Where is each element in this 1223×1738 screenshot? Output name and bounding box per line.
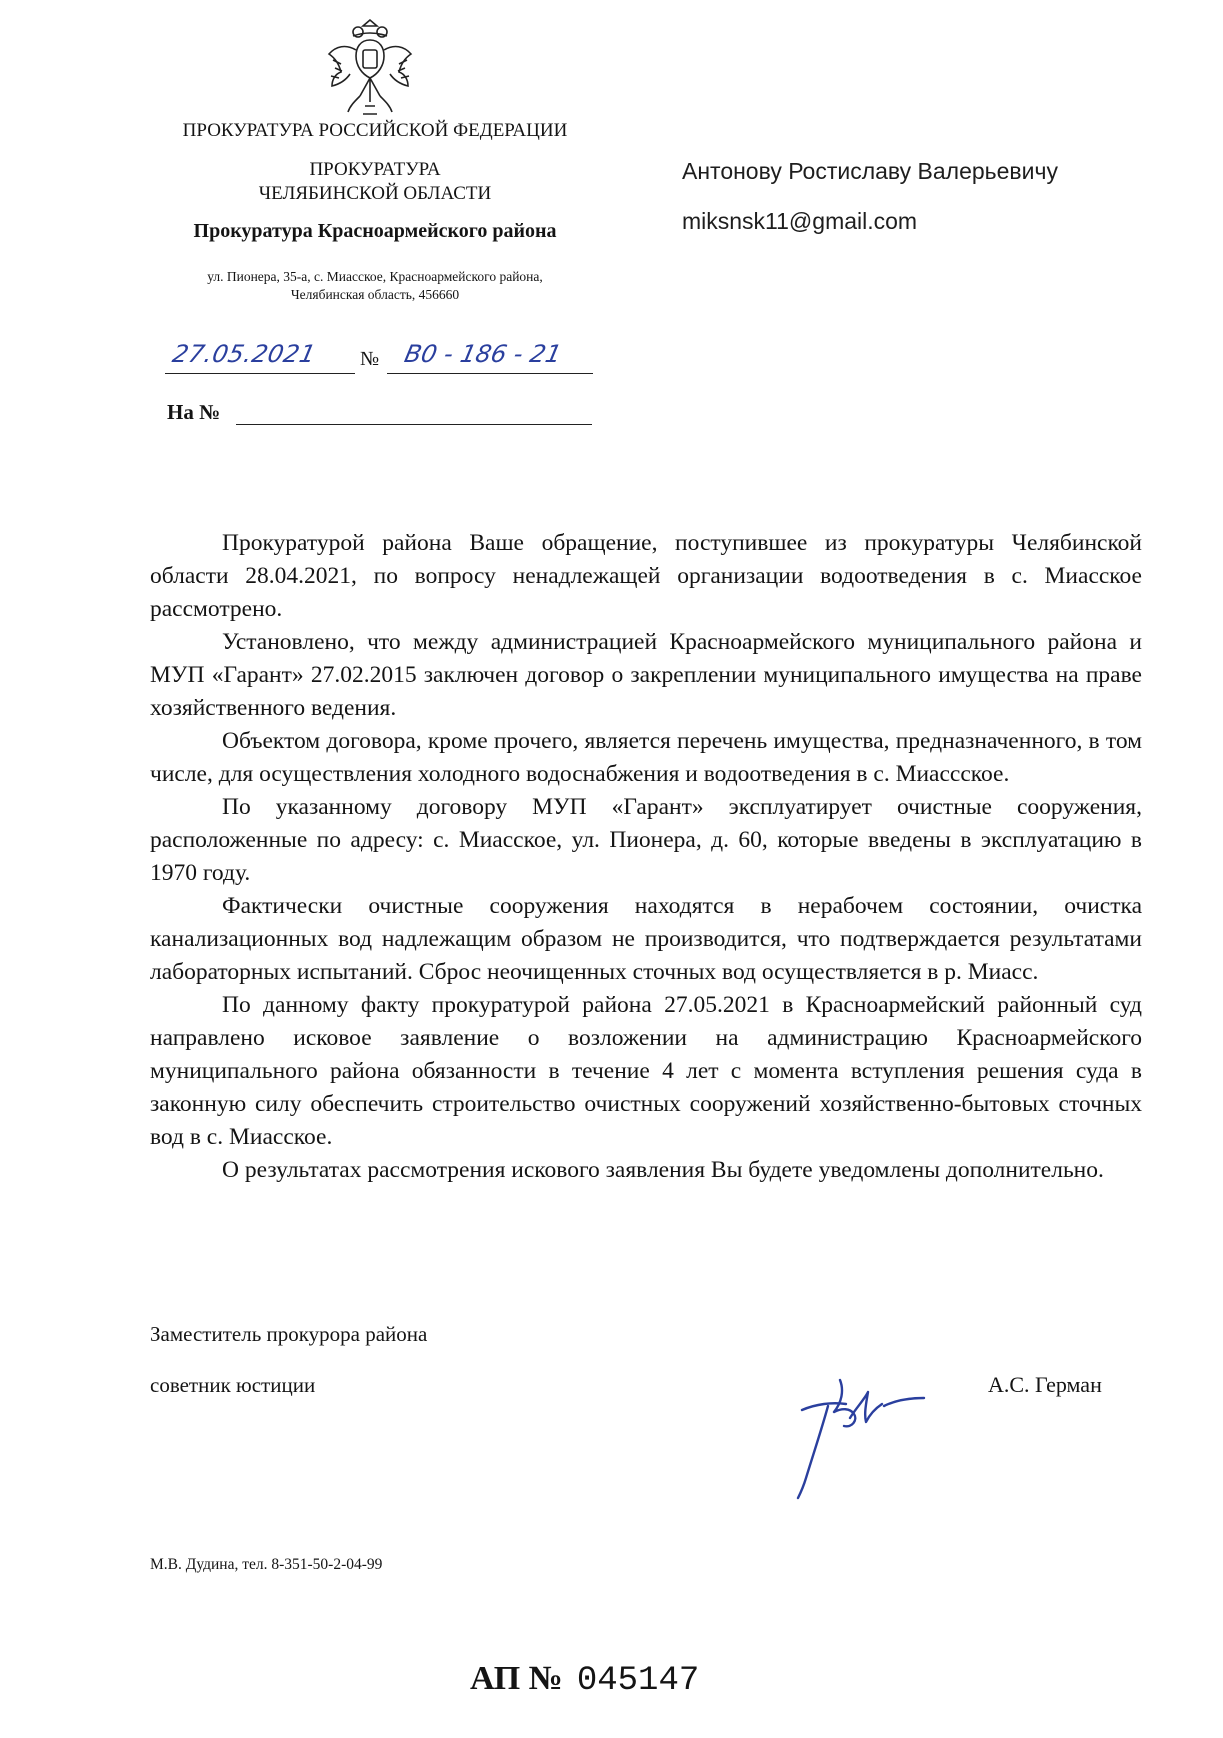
reply-to-label: На № xyxy=(167,400,221,424)
date-underline xyxy=(165,373,355,374)
serial-number: 045147 xyxy=(576,1662,700,1700)
recipient-email: miksnsk11@gmail.com xyxy=(682,208,918,234)
recipient-name: Антонову Ростиславу Валерьевичу xyxy=(682,158,1058,184)
recipient-block xyxy=(682,146,1058,246)
registration-line xyxy=(165,340,593,376)
registration-date: 27.05.2021 xyxy=(170,340,319,368)
org-regional xyxy=(150,158,600,206)
serial-label: АП № xyxy=(470,1660,563,1697)
form-serial xyxy=(470,1660,699,1700)
letter-body xyxy=(150,527,1142,1187)
paragraph: По данному факту прокуратурой района 27.05.2021 в Красноармейский районный суд направлено исковое заявление о возложении на администрацию Красноармейского муниципального района обязанности в течение 4 лет с момента вступления решения суда в законную силу обеспечить строительство очистных сооружений хозяйственно-бытовых сточных вод в с. Миасское. xyxy=(150,992,1142,1150)
coat-of-arms-emblem xyxy=(325,14,415,124)
paragraph: По указанному договору МУП «Гарант» эксплуатирует очистные сооружения, расположенные по адресу: с. Миасское, ул. Пионера, д. 60, которые введены в эксплуатацию в 1970 году. xyxy=(150,794,1142,886)
paragraph: Установлено, что между администрацией Красноармейского муниципального района и МУП «Гарант» 27.02.2015 заключен договор о закреплении муниципального имущества на праве хозяйственного ведения. xyxy=(150,629,1142,721)
paragraph: О результатах рассмотрения искового заявления Вы будете уведомлены дополнительно. xyxy=(222,1157,1104,1183)
org-district: Прокуратура Красноармейского района xyxy=(193,220,557,242)
paragraph: Фактически очистные сооружения находятся в нерабочем состоянии, очистка канализационных вод надлежащим образом не производится, что подтверждается результатами лабораторных испытаний. Сброс неочищенных сточных вод осуществляется в р. Миасс. xyxy=(150,893,1142,985)
reply-to-underline xyxy=(236,424,592,425)
signer-title-line1: Заместитель прокурора района xyxy=(150,1322,428,1346)
org-regional-line1: ПРОКУРАТУРА xyxy=(309,159,441,180)
handwritten-signature xyxy=(780,1340,950,1500)
org-address xyxy=(150,268,600,304)
org-regional-line2: ЧЕЛЯБИНСКОЙ ОБЛАСТИ xyxy=(258,183,492,204)
signer-title-line2: советник юстиции xyxy=(150,1373,316,1397)
signer-name: А.С. Герман xyxy=(988,1372,1102,1397)
org-federation: ПРОКУРАТУРА РОССИЙСКОЙ ФЕДЕРАЦИИ xyxy=(182,120,568,141)
org-address-line1: ул. Пионера, 35-а, с. Миасское, Красноармейского района, xyxy=(207,269,543,284)
paragraph: Объектом договора, кроме прочего, является перечень имущества, предназначенного, в том числе, для осуществления холодного водоснабжения и водоотведения в с. Миассское. xyxy=(150,728,1142,787)
number-sign: № xyxy=(360,348,380,370)
executor-contact: М.В. Дудина, тел. 8-351-50-2-04-99 xyxy=(150,1556,383,1573)
paragraph: Прокуратурой района Ваше обращение, поступившее из прокуратуры Челябинской области 28.04.2021, по вопросу ненадлежащей организации водоотведения в с. Миасское рассмотрено. xyxy=(150,530,1142,622)
number-underline xyxy=(387,373,593,374)
registration-number: В0 - 186 - 21 xyxy=(402,340,564,368)
org-address-line2: Челябинская область, 456660 xyxy=(290,287,460,302)
